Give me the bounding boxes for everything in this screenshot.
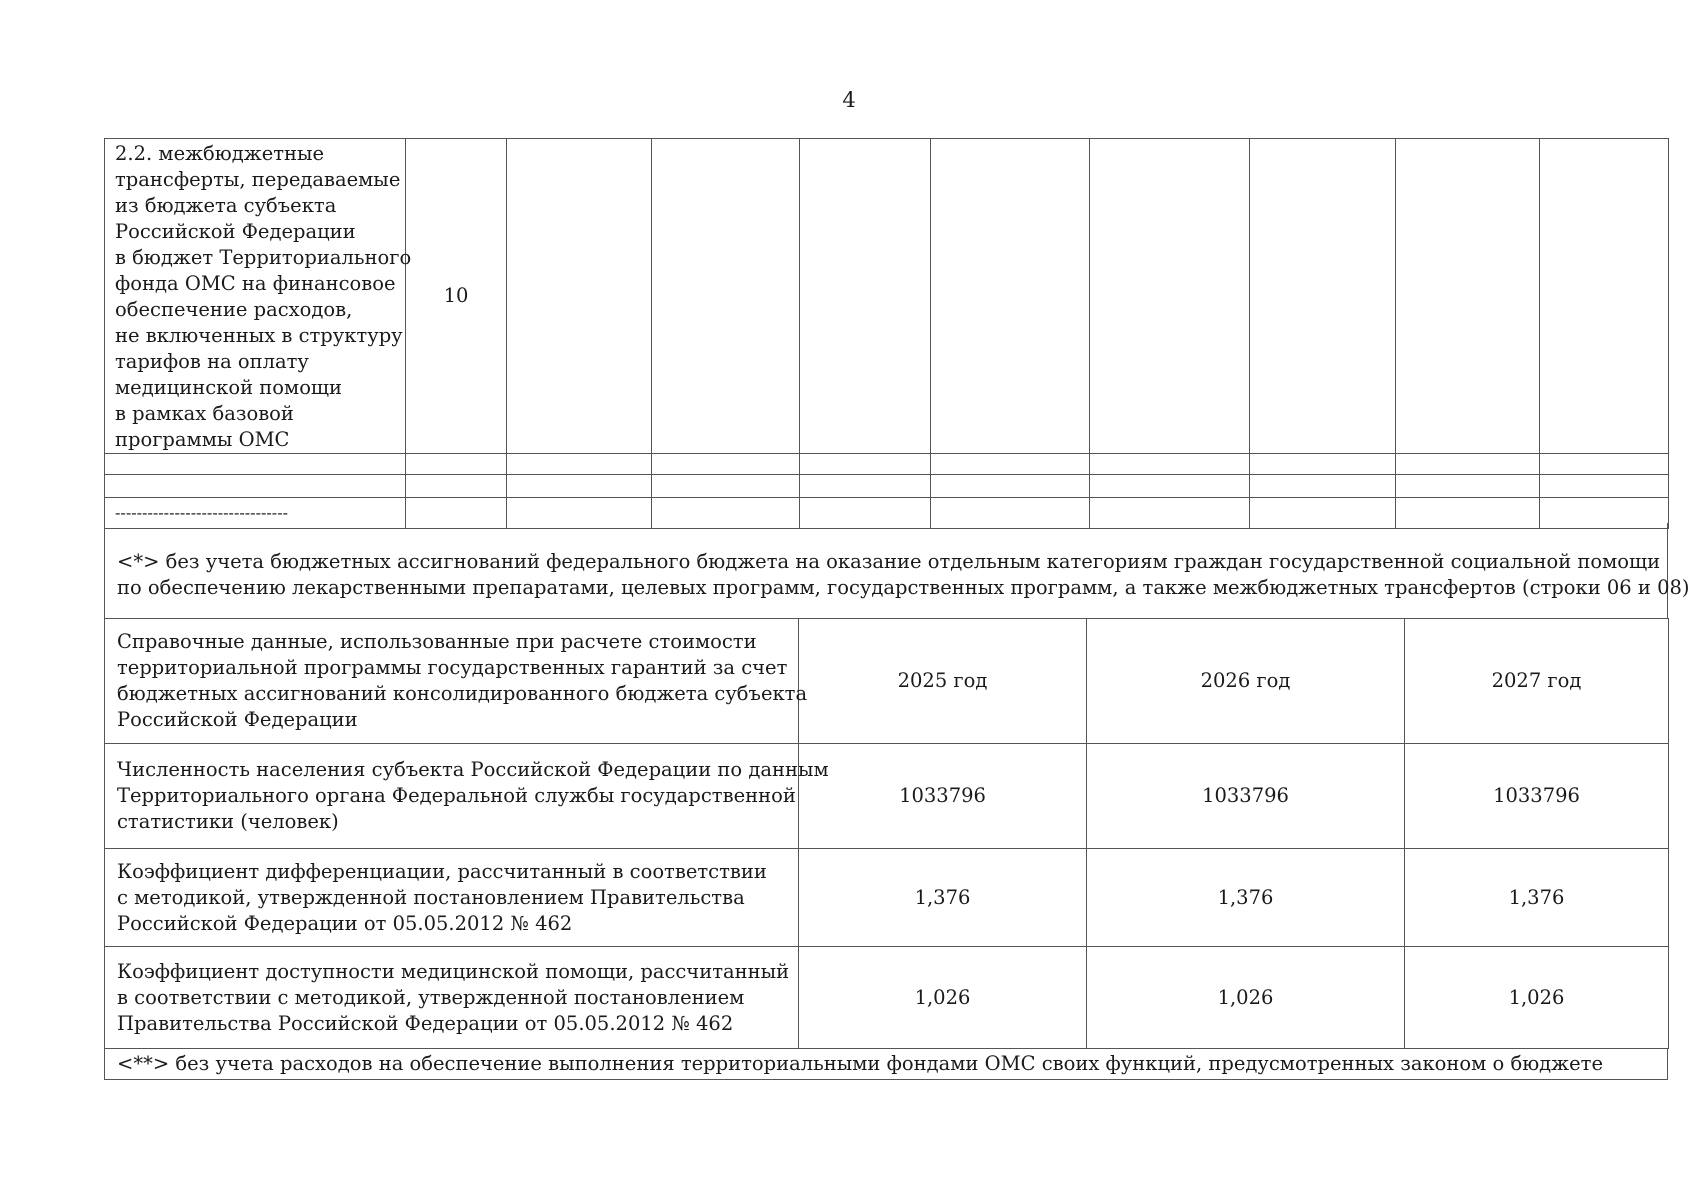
footnote-1: <*> без учета бюджетных ассигнований федерального бюджета на оказание отдельным категориям граждан государственной социальной помощи по обеспечению лекарственными препаратами, целевых программ, государственных программ, а также межбюджетных трансфертов (строки 06 и 08) xyxy=(104,523,1668,619)
table-row-accessibility xyxy=(105,947,1669,1049)
budget-table xyxy=(104,138,1669,529)
population-2027: 1033796 xyxy=(1405,744,1669,849)
table-row-population xyxy=(105,744,1669,849)
differentiation-2025: 1,376 xyxy=(799,849,1087,947)
page-number: 4 xyxy=(842,88,856,112)
accessibility-label: Коэффициент доступности медицинской помощи, рассчитанный в соответствии с методикой, утвержденной постановлением Правительства Российской Федерации от 05.05.2012 № 462 xyxy=(105,947,799,1049)
differentiation-label: Коэффициент дифференциации, рассчитанный в соответствии с методикой, утвержденной постановлением Правительства Российской Федерации от 05.05.2012 № 462 xyxy=(105,849,799,947)
accessibility-2026: 1,026 xyxy=(1087,947,1405,1049)
empty-row xyxy=(105,475,1669,498)
table-row-2-2 xyxy=(105,139,1669,454)
population-2026: 1033796 xyxy=(1087,744,1405,849)
row-2-2-code: 10 xyxy=(406,139,507,454)
year-header-2025: 2025 год xyxy=(799,619,1087,744)
reference-header-label: Справочные данные, использованные при расчете стоимости территориальной программы государственных гарантий за счет бюджетных ассигнований консолидированного бюджета субъекта Российской Федерации xyxy=(105,619,799,744)
reference-header-row xyxy=(105,619,1669,744)
year-header-2027: 2027 год xyxy=(1405,619,1669,744)
footnote-2: <**> без учета расходов на обеспечение выполнения территориальными фондами ОМС своих функций, предусмотренных законом о бюджете xyxy=(104,1048,1668,1080)
year-header-2026: 2026 год xyxy=(1087,619,1405,744)
empty-row xyxy=(105,454,1669,475)
reference-data-table xyxy=(104,618,1669,1049)
row-2-2-description: 2.2. межбюджетные трансферты, передаваемые из бюджета субъекта Российской Федерации в бюджет Территориального фонда ОМС на финансовое обеспечение расходов, не включенных в структуру тарифов на оплату медицинской помощи в рамках базовой программы ОМС xyxy=(105,139,406,454)
accessibility-2027: 1,026 xyxy=(1405,947,1669,1049)
table-row-differentiation xyxy=(105,849,1669,947)
differentiation-2027: 1,376 xyxy=(1405,849,1669,947)
differentiation-2026: 1,376 xyxy=(1087,849,1405,947)
footnote-separator-line: -------------------------------- xyxy=(105,498,406,529)
accessibility-2025: 1,026 xyxy=(799,947,1087,1049)
population-label: Численность населения субъекта Российской Федерации по данным Территориального органа Федеральной службы государственной статистики (человек) xyxy=(105,744,799,849)
population-2025: 1033796 xyxy=(799,744,1087,849)
